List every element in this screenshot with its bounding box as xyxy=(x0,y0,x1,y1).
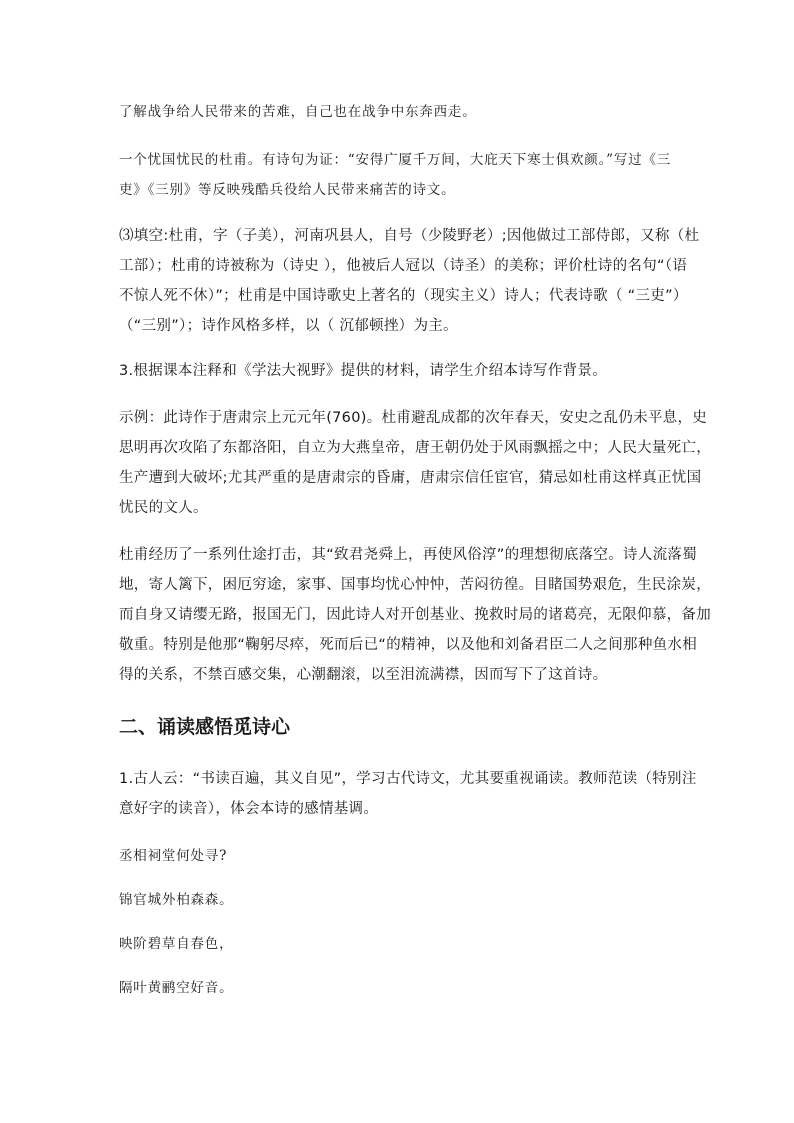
poem-line-1 xyxy=(119,841,679,871)
paragraph-recitation-task xyxy=(119,764,697,824)
text-line: 地，寄人篱下，困厄穷途，家事、国事均忧心忡忡，苦闷彷徨。目睹国势艰危，生民涂炭， xyxy=(119,577,711,593)
poem-line: 锦官城外柏森森。 xyxy=(119,892,234,908)
text-line: 吏》《三别》等反映残酷兵役给人民带来痛苦的诗文。 xyxy=(119,182,456,198)
text-line: 3.根据课本注释和《学法大视野》提供的材料，请学生介绍本诗写作背景。 xyxy=(119,363,608,379)
text-line: 而自身又请缨无路，报国无门，因此诗人对开创基业、挽救时局的诸葛亮，无限仰慕，备加 xyxy=(119,607,711,623)
text-line: 1.古人云：“书读百遍，其义自见”，学习古代诗文，尤其要重视诵读。教师范读（特别注 xyxy=(119,771,697,787)
section-heading: 二、诵读感悟觅诗心 xyxy=(119,716,291,738)
text-line: 生产遭到大破坏;尤其严重的是唐肃宗的昏庸，唐肃宗信任宦官，猜忌如杜甫这样真正忧国 xyxy=(119,470,702,486)
poem-line: 映阶碧草自春色， xyxy=(119,936,234,952)
paragraph-example-background xyxy=(119,403,711,523)
poem-line: 丞相祠堂何处寻? xyxy=(119,848,228,864)
text-line: 忧民的文人。 xyxy=(119,500,208,516)
paragraph-fill-in-blanks xyxy=(119,221,700,341)
poem-line-4 xyxy=(119,973,679,1003)
paragraph-patriotic-dufu xyxy=(119,145,679,205)
text-line: 一个忧国忧民的杜甫。有诗句为证：“安得广厦千万间，大庇天下寒士俱欢颜。”写过《三 xyxy=(119,152,672,168)
text-line: 工部）；杜甫的诗被称为（诗史 ），他被后人冠以（诗圣）的美称；评价杜诗的名句“（语 xyxy=(119,258,688,274)
text-line: ⑶填空:杜甫，字（子美），河南巩县人，自号（少陵野老）;因他做过工部侍郎，又称（杜 xyxy=(119,228,700,244)
paragraph-career-setbacks xyxy=(119,540,711,690)
paragraph-task-3 xyxy=(119,356,679,386)
poem-line-3 xyxy=(119,929,679,959)
paragraph-war-suffering xyxy=(119,97,679,127)
text-line: 得的关系，不禁百感交集，心潮翻滚，以至泪流满襟，因而写下了这首诗。 xyxy=(119,667,608,683)
text-line: 杜甫经历了一系列仕途打击，其“致君尧舜上，再使风俗淳”的理想彻底落空。诗人流落蜀 xyxy=(119,547,698,563)
text-line: 示例：此诗作于唐肃宗上元元年(760)。杜甫避乱成都的次年春天，安史之乱仍未平息，史 xyxy=(119,410,708,426)
text-line: 意好字的读音），体会本诗的感情基调。 xyxy=(119,801,379,817)
text-line: 敬重。特别是他那“鞠躬尽瘁，死而后已“的精神，以及他和刘备君臣二人之间那种鱼水相 xyxy=(119,637,698,653)
poem-line-2 xyxy=(119,885,679,915)
poem-line: 隔叶黄鹂空好音。 xyxy=(119,980,234,996)
text-line: （“三别”）；诗作风格多样，以（ 沉郁顿挫）为主。 xyxy=(119,318,458,334)
text-line: 了解战争给人民带来的苦难，自己也在战争中东奔西走。 xyxy=(119,104,477,120)
text-line: 不惊人死不休）”；杜甫是中国诗歌史上著名的（现实主义）诗人；代表诗歌（ “三吏”） xyxy=(119,288,688,304)
text-line: 思明再次攻陷了东都洛阳，自立为大燕皇帝，唐王朝仍处于风雨飘摇之中；人民大量死亡， xyxy=(119,440,711,456)
